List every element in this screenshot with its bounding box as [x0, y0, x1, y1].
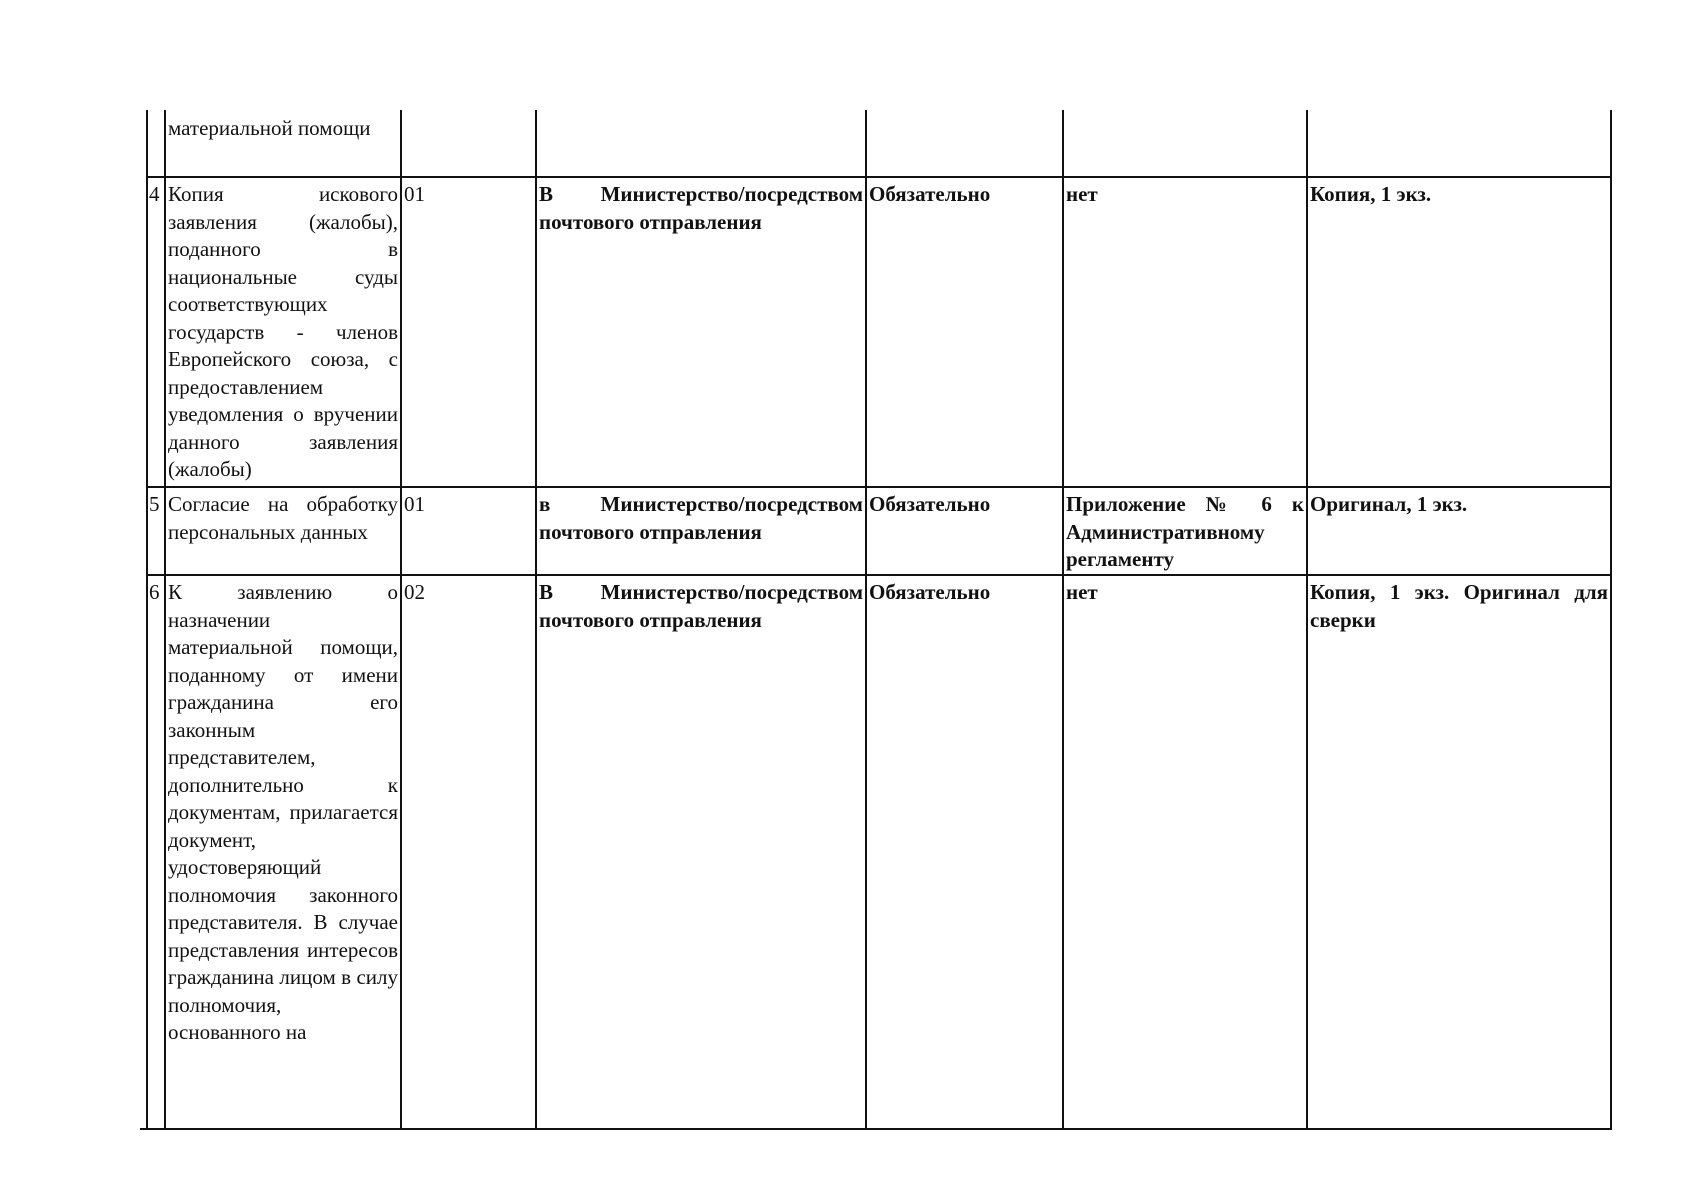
row-1-form: нет [1066, 182, 1098, 206]
col-border-required [1062, 110, 1064, 1130]
row-3-form: нет [1066, 580, 1098, 604]
row-1-method: В Министерство/посредством почтового отправления [539, 182, 863, 234]
row-2-required: Обязательно [869, 492, 991, 516]
row-0-name: материальной помощи [168, 116, 371, 140]
row-border-bottom [140, 1128, 1612, 1130]
row-3-num: 6 [149, 580, 160, 604]
documents-table [140, 110, 1620, 1135]
row-2-code: 01 [404, 492, 425, 516]
row-3-type: Копия, 1 экз. Оригинал для сверки [1310, 580, 1608, 632]
row-1-name: Копия искового заявления (жалобы), поданного в национальные суды соответствующих государств - членов Европейского союза, с предоставлением уведомления о вручении данного заявления (жалобы) [168, 182, 398, 481]
row-3-code: 02 [404, 580, 425, 604]
row-2-type: Оригинал, 1 экз. [1310, 492, 1468, 516]
row-3-name: К заявлению о назначении материальной помощи, поданному от имени гражданина его законным представителем, дополнительно к документам, прилагается документ, удостоверяющий полномочия законного представителя. В случае представления интересов гражданина лицом в силу полномочия, основанного на [168, 580, 398, 1044]
col-border-method [865, 110, 867, 1130]
row-3-method: В Министерство/посредством почтового отправления [539, 580, 863, 632]
row-1-code: 01 [404, 182, 425, 206]
row-1-num: 4 [149, 182, 160, 206]
row-3-required: Обязательно [869, 580, 991, 604]
row-2-name: Согласие на обработку персональных данных [168, 492, 398, 544]
row-1-type: Копия, 1 экз. [1310, 182, 1432, 206]
row-1-required: Обязательно [869, 182, 991, 206]
col-border-name [400, 110, 402, 1130]
row-2-form: Приложение № 6 к Административному регламенту [1066, 492, 1304, 571]
col-border-right [1610, 110, 1612, 1130]
col-border-left [146, 110, 148, 1130]
row-2-num: 5 [149, 492, 160, 516]
row-2-method: в Министерство/посредством почтового отправления [539, 492, 863, 544]
